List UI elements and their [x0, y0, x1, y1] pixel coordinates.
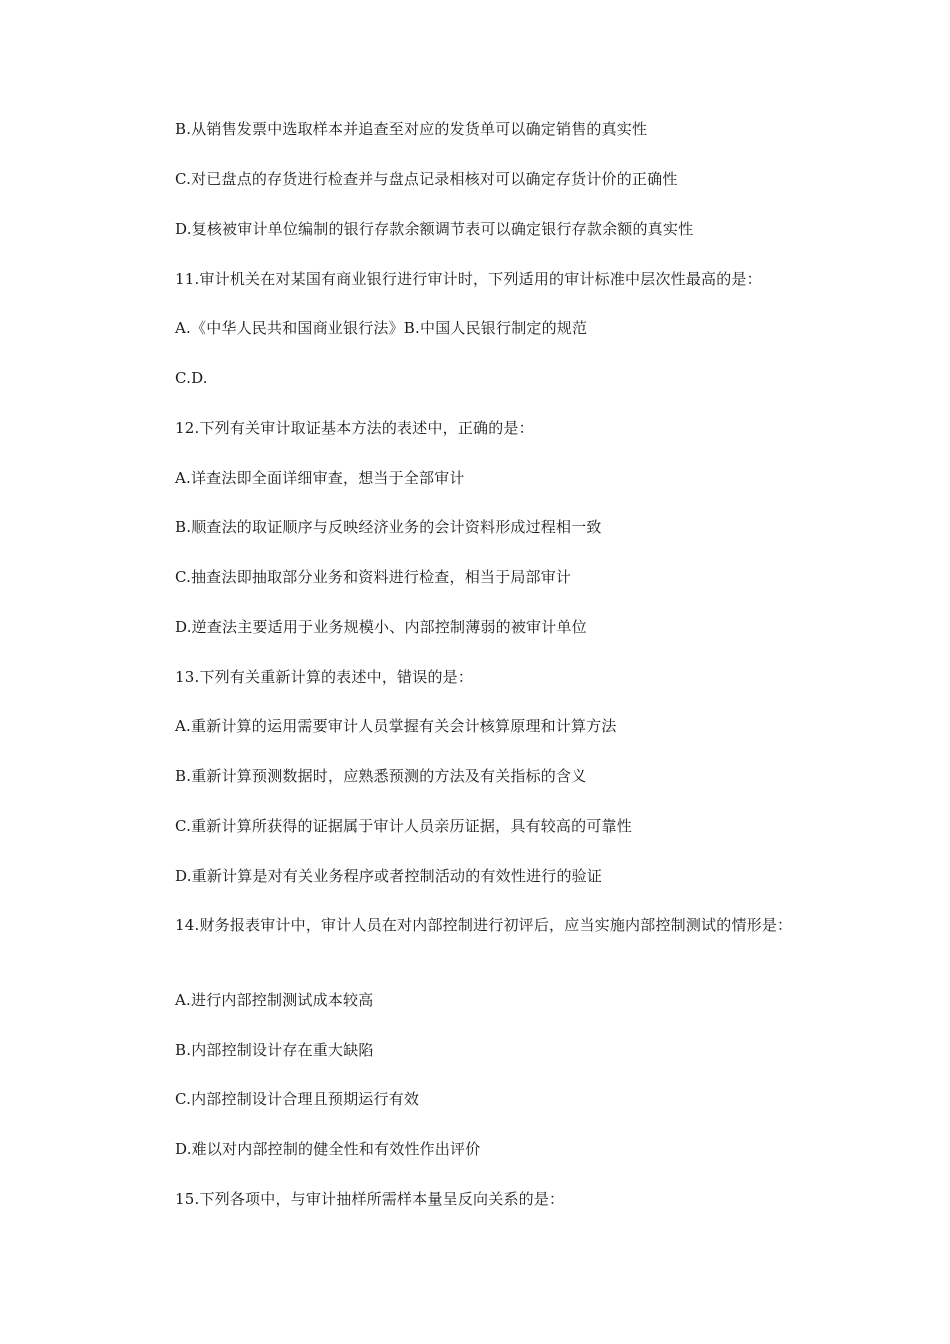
option-d-q13: D.重新计算是对有关业务程序或者控制活动的有效性进行的验证	[175, 867, 603, 885]
option-d-q12: D.逆查法主要适用于业务规模小、内部控制薄弱的被审计单位	[175, 618, 587, 636]
option-d-q14: D.难以对内部控制的健全性和有效性作出评价	[175, 1140, 481, 1158]
option-c-q12: C.抽查法即抽取部分业务和资料进行检查，相当于局部审计	[175, 568, 572, 586]
option-cd-q11: C.D.	[175, 369, 208, 387]
option-ab-q11: A.《中华人民共和国商业银行法》B.中国人民银行制定的规范	[175, 319, 588, 337]
option-d-q10: D.复核被审计单位编制的银行存款余额调节表可以确定银行存款余额的真实性	[175, 220, 694, 238]
option-c-q14: C.内部控制设计合理且预期运行有效	[175, 1090, 420, 1108]
option-a-q13: A.重新计算的运用需要审计人员掌握有关会计核算原理和计算方法	[175, 717, 617, 735]
option-b-q12: B.顺查法的取证顺序与反映经济业务的会计资料形成过程相一致	[175, 518, 602, 536]
option-b-q10: B.从销售发票中选取样本并追查至对应的发货单可以确定销售的真实性	[175, 120, 648, 138]
question-12: 12.下列有关审计取证基本方法的表述中，正确的是：	[175, 419, 534, 437]
option-a-q12: A.详查法即全面详细审查，想当于全部审计	[175, 469, 465, 487]
option-b-q13: B.重新计算预测数据时，应熟悉预测的方法及有关指标的含义	[175, 767, 587, 785]
option-c-q13: C.重新计算所获得的证据属于审计人员亲历证据，具有较高的可靠性	[175, 817, 632, 835]
question-14: 14.财务报表审计中，审计人员在对内部控制进行初评后，应当实施内部控制测试的情形是：	[175, 916, 793, 934]
question-13: 13.下列有关重新计算的表述中，错误的是：	[175, 668, 474, 686]
option-b-q14: B.内部控制设计存在重大缺陷	[175, 1041, 374, 1059]
option-a-q14: A.进行内部控制测试成本较高	[175, 991, 374, 1009]
question-11: 11.审计机关在对某国有商业银行进行审计时，下列适用的审计标准中层次性最高的是：	[175, 270, 762, 288]
question-15: 15.下列各项中，与审计抽样所需样本量呈反向关系的是：	[175, 1190, 565, 1208]
option-c-q10: C.对已盘点的存货进行检查并与盘点记录相核对可以确定存货计价的正确性	[175, 170, 678, 188]
